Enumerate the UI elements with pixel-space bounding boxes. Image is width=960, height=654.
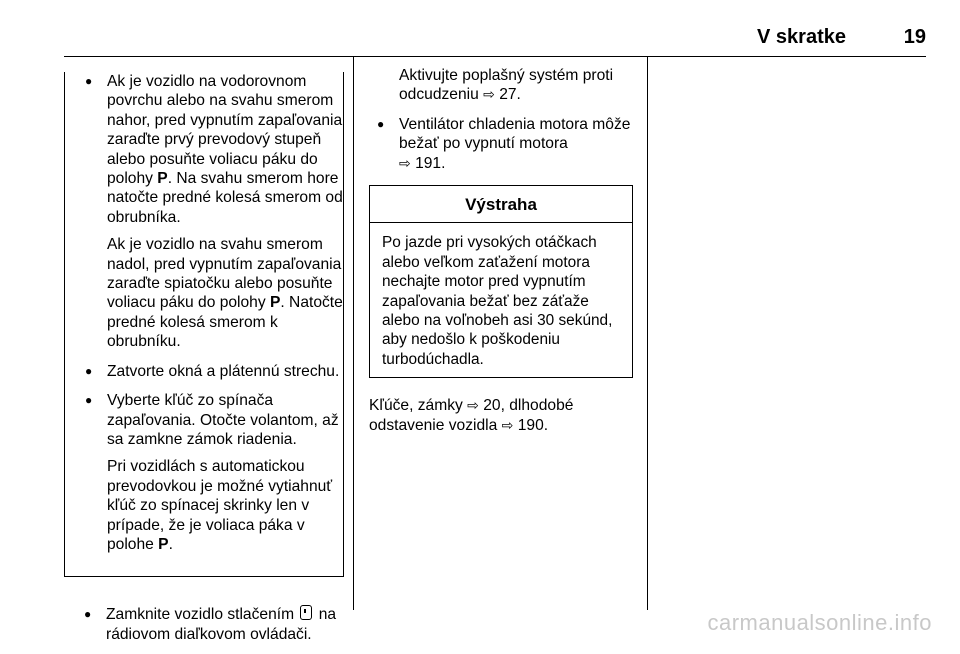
list-item-text: ● Ventilátor chladenia motora môže bežať po vypnutí motora ⇨ 191.	[399, 115, 631, 172]
text-run: . Na svahu smerom hore natočte predné kolesá smerom od obrubníka.	[107, 170, 343, 226]
page-reference[interactable]: 27.	[499, 86, 521, 104]
text-run: Zamknite vozidlo stlačením	[106, 606, 299, 624]
after-box-list	[64, 605, 344, 644]
warning-body: Po jazde pri vysokých otáčkach alebo veľkom zaťažení motora nechajte motor pred vypnutím zapaľovania bežať bez záťaže alebo na voľnobeh asi 30 sekúnd, aby nedošlo k poškodeniu turbodúchadla.	[382, 234, 613, 368]
page-number: 19	[903, 26, 926, 48]
reference-arrow-icon: ⇨	[501, 416, 514, 433]
watermark: carmanualsonline.info	[707, 610, 932, 635]
boxed-list	[64, 72, 344, 577]
text-run: Vyberte kľúč zo spínača zapaľovania. Otočte volantom, až sa zamkne zámok riadenia.	[107, 392, 339, 448]
text-run: Ak je vozidlo na vodorovnom povrchu alebo na svahu smerom nahor, pred vypnutím zapaľovania zaraďte prvý prevodový stupeň alebo posuňte voliacu páku do polohy	[107, 73, 343, 188]
lock-icon	[300, 605, 312, 620]
list-item-text	[107, 457, 343, 554]
column-rule-left	[353, 57, 354, 610]
reference-arrow-icon: ⇨	[399, 154, 411, 171]
emphasis-text: P	[269, 294, 281, 312]
continued-text: Aktivujte poplašný systém proti odcudzeniu ⇨ 27.	[399, 67, 614, 104]
page-reference[interactable]: 190.	[517, 416, 549, 434]
list-item-text	[107, 235, 343, 351]
list-item	[64, 605, 344, 644]
continued-item	[369, 66, 633, 105]
list-item-text	[106, 605, 344, 644]
list-item-text	[107, 391, 343, 449]
left-column	[64, 72, 344, 654]
reference-arrow-icon: ⇨	[483, 86, 495, 103]
text-run: na rádiovom diaľkovom ovládači.	[106, 606, 337, 643]
list-item	[65, 391, 343, 554]
page-reference[interactable]: 20, dlhodobé odstavenie vozidla	[369, 397, 574, 434]
reference-arrow-icon: ⇨	[467, 397, 479, 414]
right-column	[369, 66, 633, 435]
text-run: Pri vozidlách s automatickou prevodovkou je možné vytiahnuť kľúč zo spínacej skrinky len v prípade, že je voliaca páka v polohe	[107, 458, 333, 553]
list-item-text	[107, 72, 343, 227]
list-item	[369, 115, 633, 173]
page-reference[interactable]: 191.	[415, 154, 446, 172]
page-header	[0, 26, 960, 56]
list-item-text	[107, 362, 343, 381]
see-also-text: Kľúče, zámky ⇨ 20, dlhodobé odstavenie vozidla ⇨ 190.	[369, 397, 574, 434]
warning-title: Výstraha	[370, 186, 632, 223]
emphasis-text: P	[157, 170, 168, 188]
column-rule-right	[647, 57, 648, 610]
text-run: . Natočte predné kolesá smerom k obrubníku.	[107, 294, 343, 351]
text-run: .	[168, 535, 173, 553]
list-item	[65, 72, 343, 352]
list-item	[65, 362, 343, 381]
header-title: V skratke	[757, 26, 846, 48]
emphasis-text: P	[158, 535, 169, 553]
text-run: Zatvorte okná a plátennú strechu.	[107, 362, 340, 380]
text-run: Ak je vozidlo na svahu smerom nadol, pred vypnutím zapaľovania zaraďte spiatočku alebo posuňte voliacu páku do polohy	[107, 236, 342, 312]
header-rule	[64, 56, 926, 57]
warning-box	[369, 185, 633, 378]
